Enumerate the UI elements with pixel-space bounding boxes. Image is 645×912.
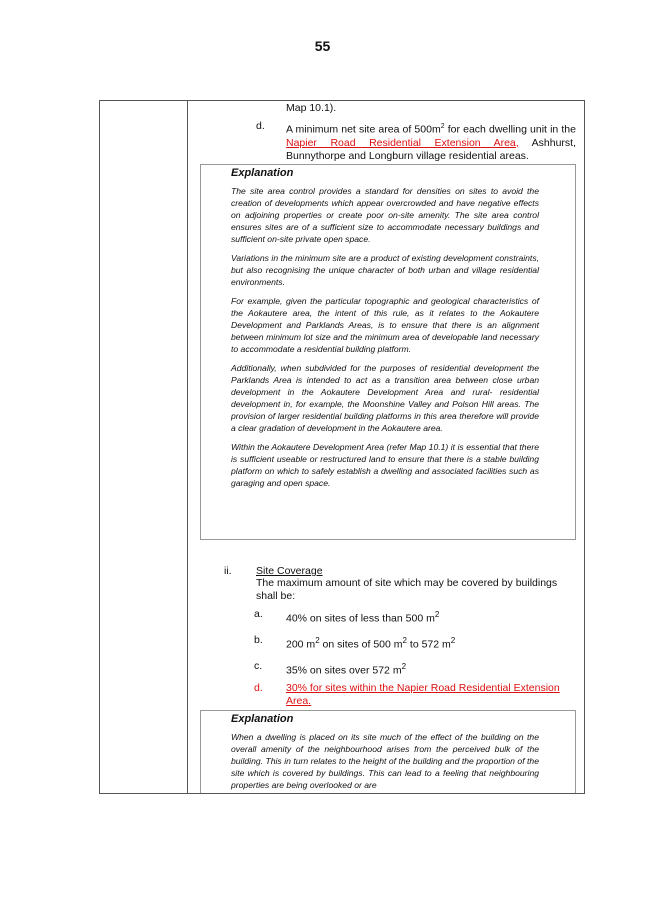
- explanation-paragraph: Within the Aokautere Development Area (refer Map 10.1) it is essential that there is sufficient useable or restructured land to ensure that there is a stable building platform on which to safely establish a dwelling and associated facilities such as garaging and open space.: [231, 442, 539, 488]
- rule-content: [188, 100, 584, 793]
- list-item-letter: a.: [254, 608, 263, 620]
- section-number: ii.: [224, 565, 232, 577]
- list-item-letter: c.: [254, 660, 263, 672]
- explanation-paragraph: Additionally, when subdivided for the purposes of residential development the Parklands Area is intended to act as a transition area between close urban development in the Aokautere Development Area and rural- residential development in, for example, the Moonshine Valley and Polson Hill areas. The provision of larger residential building platforms in this area therefore will provide a clear gradation of development in the Aokautere area.: [231, 363, 539, 433]
- list-item-text: 40% on sites of less than 500 $m^2$: [286, 610, 440, 625]
- list-item-text: 30% for sites within the Napier Road Residential Extension Area.: [286, 682, 560, 707]
- explanation-paragraph: The site area control provides a standard for densities on sites to avoid the creation of developments which appear overcrowded and have negative effects on adjoining properties or create poor on-site amenity. The site area control ensures sites are of a sufficient size to accommodate necessary buildings and sufficient on-site private open space.: [231, 186, 539, 244]
- rule-item-letter: d.: [256, 120, 265, 132]
- page-number: 55: [314, 38, 331, 54]
- list-item-letter: d.: [254, 682, 263, 694]
- list-item-text: 35% on sites over 572 $m^2$: [286, 662, 407, 677]
- section-title: Site Coverage: [256, 565, 323, 577]
- explanation-paragraph: Variations in the minimum site are a product of existing development constraints, but also recognising the unique character of both urban and village residential environments.: [231, 253, 539, 287]
- explanation-paragraph: When a dwelling is placed on its site much of the effect of the building on the overall amenity of the neighbourhood arises from the perceived bulk of the building. This in turn relates to the height of the building and the proportion of the site which is covered by buildings. This can lead to a feeling that neighbouring properties are being overlooked or are: [231, 732, 539, 790]
- explanation-body: [231, 731, 539, 793]
- list-item-letter: b.: [254, 634, 263, 646]
- list-item-text: 200 $m^2$ on sites of 500 $m^2$ to 572 $m^2$: [286, 636, 456, 651]
- explanation-title: Explanation: [231, 167, 294, 179]
- explanation-box: [200, 164, 576, 540]
- explanation-box: [200, 710, 576, 793]
- explanation-paragraph: For example, given the particular topographic and geological characteristics of the Aokautere area, the intent of this rule, as it relates to the Aokautere Development and Parklands Areas, is to ensure that there is an alignment between minimum lot size and the minimum area of developable land necessary to accommodate a residential building platform.: [231, 296, 539, 354]
- explanation-title: Explanation: [231, 713, 294, 725]
- explanation-body: [231, 185, 539, 496]
- rule-continuation: Map 10.1).: [286, 102, 337, 114]
- rule-item-text: A minimum net site area of $500m^2$ for each dwelling unit in the Napier Road Residential Extension Area, Ashhurst, Bunnythorpe and Longburn village residential areas.: [286, 123, 576, 162]
- napier-road-link[interactable]: Napier Road Residential Extension Area,: [286, 136, 519, 149]
- section-intro: The maximum amount of site which may be covered by buildings shall be:: [256, 577, 558, 602]
